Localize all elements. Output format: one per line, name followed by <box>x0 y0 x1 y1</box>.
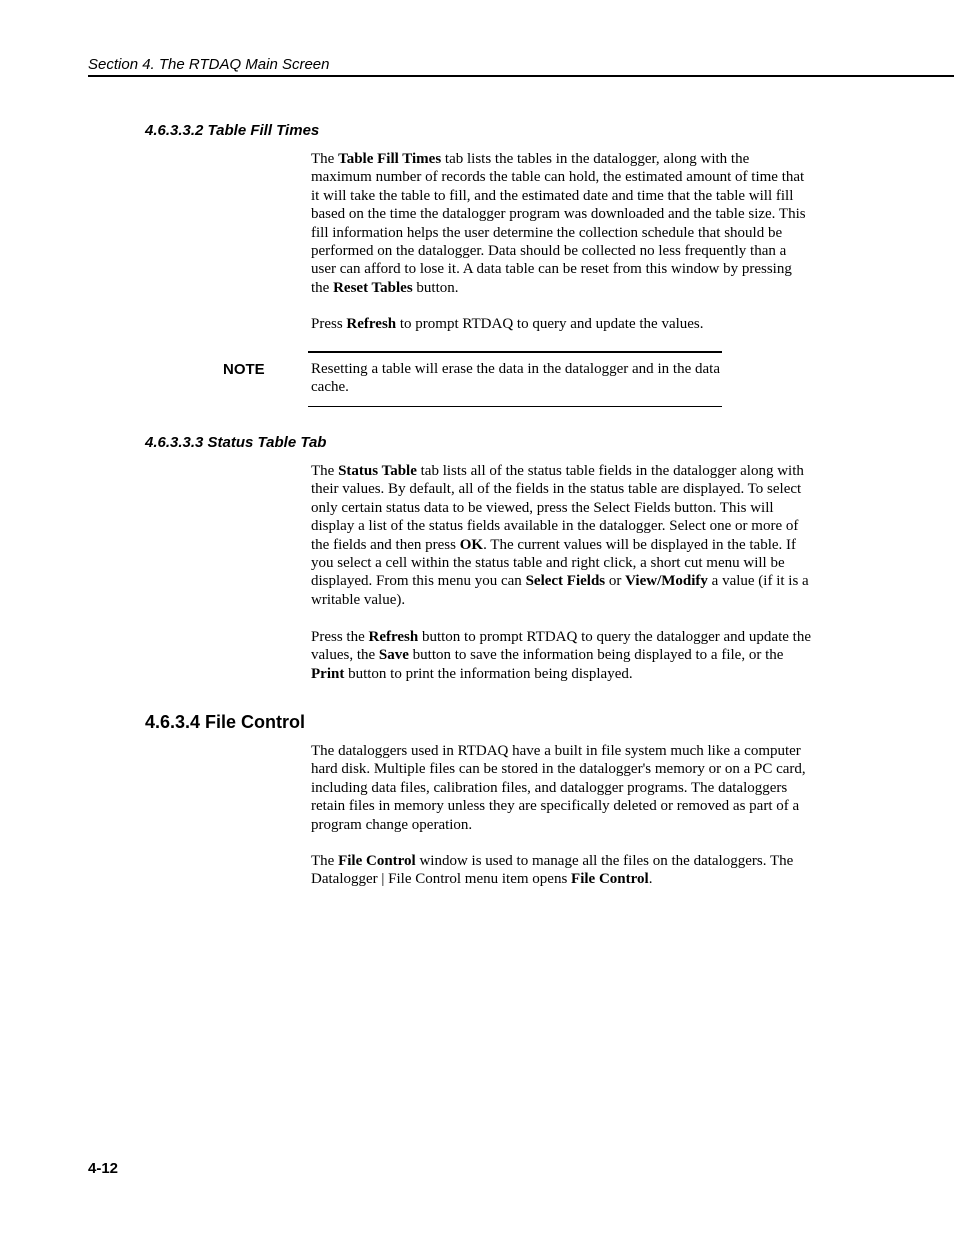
page-header: Section 4. The RTDAQ Main Screen <box>88 55 954 77</box>
bold-term: Table Fill Times <box>338 151 442 167</box>
bold-term: Status Table <box>338 463 417 479</box>
bold-term: File Control <box>571 871 649 888</box>
bold-term: Refresh <box>368 629 419 645</box>
paragraph-file-control-2: The File Control window is used to manage all the files on the dataloggers. The Datalogger | File Control menu item opens File Control. <box>311 853 794 888</box>
paragraph-status-table-2: Press the Refresh button to prompt RTDAQ to query the datalogger and update the values, the Save button to save the information being displayed to a file, or the Print button to print the information being displayed. <box>311 629 811 682</box>
bold-term: Reset Tables <box>333 279 413 296</box>
bold-term: Refresh <box>346 316 397 332</box>
heading-table-fill-times: 4.6.3.3.2 Table Fill Times <box>145 122 320 139</box>
bold-term: OK <box>459 536 484 553</box>
page-number: 4-12 <box>88 1160 119 1177</box>
paragraph-status-table-1: The Status Table tab lists all of the status table fields in the datalogger along with their values. By default, all of the fields in the status table are displayed. To select only certain status data to be viewed, press the Select Fields button. This will display a list of the status fields available in the datalogger. Select one or more of the fields and then press OK. The current values will be displayed in the table. If you select a cell within the status table and right click, a short cut menu will be displayed. From this menu you can Select Fields or View/Modify a value (if it is a writable value). <box>311 463 809 608</box>
bold-term: File Control <box>338 853 416 869</box>
paragraph-table-fill-2: Press Refresh to prompt RTDAQ to query and update the values. <box>311 316 704 332</box>
note-text: Resetting a table will erase the data in the datalogger and in the data cache. <box>311 361 720 396</box>
paragraph-file-control-1: The dataloggers used in RTDAQ have a built in file system much like a computer hard disk. Multiple files can be stored in the datalogger's memory or on a PC card, including data files, calibration files, and datalogger programs. The dataloggers retain files in memory unless they are specifically deleted or removed as part of a program change operation. <box>311 743 806 833</box>
heading-status-table-tab: 4.6.3.3.3 Status Table Tab <box>145 434 327 451</box>
paragraph-table-fill-1: The Table Fill Times tab lists the tables in the datalogger, along with the maximum number of records the table can hold, the estimated amount of time that it will take the table to fill, and the estimated date and time that the table will fill based on the time the datalogger program was downloaded and the table size. This fill information helps the user determine the collection schedule that should be performed on the datalogger. Data should be collected no less frequently than a user can afford to lose it. A data table can be reset from this window by pressing the Reset Tables button. <box>311 151 806 296</box>
note-label: NOTE <box>223 361 265 378</box>
heading-file-control: 4.6.3.4 File Control <box>145 712 306 732</box>
bold-term: Select Fields <box>525 573 606 590</box>
bold-term: Save <box>378 647 409 664</box>
bold-term: Print <box>311 665 345 682</box>
bold-term: View/Modify <box>625 573 708 590</box>
